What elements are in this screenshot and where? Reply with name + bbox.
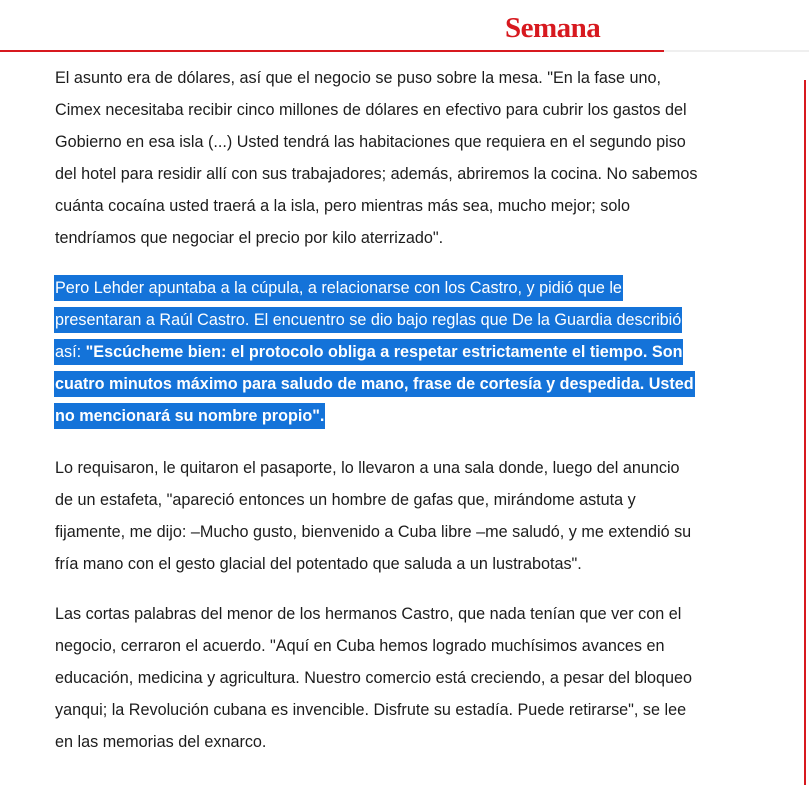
article-paragraph-3: Lo requisaron, le quitaron el pasaporte, lo llevaron a una sala donde, luego del anuncio de un estafeta, "apareció entonces un hombre de gafas que, mirándome astuta y fijamente, me dijo: –Mucho gusto, bienvenido a Cuba libre –me saludó, y me extendió su fría mano con el gesto glacial del potentado que saluda a un lustrabotas". xyxy=(55,459,692,573)
article-paragraph-2-selected[interactable] xyxy=(55,272,700,432)
article-body xyxy=(55,62,700,776)
site-logo[interactable]: Semana xyxy=(505,12,601,44)
paragraph-2-quote: "Escúcheme bien: el protocolo obliga a respetar estrictamente el tiempo. Son cuatro minutos máximo para saludo de mano, frase de cortesía y despedida. Usted no mencionará su nombre propio". xyxy=(55,343,694,425)
header-shadow xyxy=(664,50,809,52)
header-divider xyxy=(0,50,664,52)
scroll-progress-bar xyxy=(804,80,806,785)
paragraph-2-lead: Pero Lehder apuntaba a la cúpula, a relacionarse con los Castro, y pidió que le presentaran a Raúl Castro. El encuentro se dio bajo reglas que De la Guardia describió así: xyxy=(55,279,682,361)
article-paragraph-4: Las cortas palabras del menor de los hermanos Castro, que nada tenían que ver con el negocio, cerraron el acuerdo. "Aquí en Cuba hemos logrado muchísimos avances en educación, medicina y agricultura. Nuestro comercio está creciendo, a pesar del bloqueo yanqui; la Revolución cubana es invencible. Disfrute su estadía. Puede retirarse", se lee en las memorias del exnarco. xyxy=(55,605,693,751)
selection-highlight xyxy=(55,276,694,428)
article-paragraph-1: El asunto era de dólares, así que el negocio se puso sobre la mesa. "En la fase uno, Cimex necesitaba recibir cinco millones de dólares en efectivo para cubrir los gastos del Gobierno en esa isla (...) Usted tendrá las habitaciones que requiera en el segundo piso del hotel para residir allí con sus trabajadores; además, abriremos la cocina. No sabemos cuánta cocaína usted traerá a la isla, pero mientras más sea, mucho mejor; solo tendríamos que negociar el precio por kilo aterrizado". xyxy=(55,69,698,247)
site-header xyxy=(0,0,809,52)
